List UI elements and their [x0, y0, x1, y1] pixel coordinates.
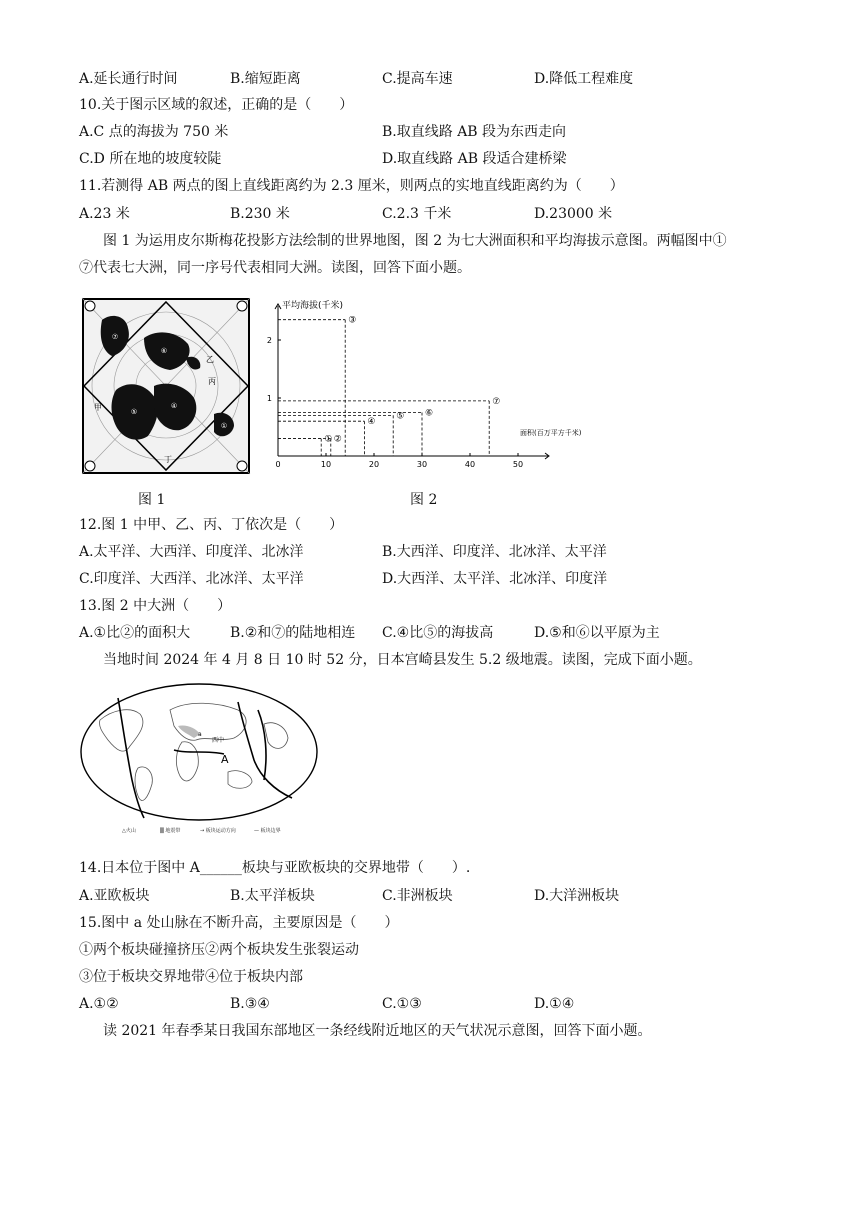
fig1-continent-mark: ⑦ — [111, 333, 119, 341]
q14-option-d: D.大洋洲板块 — [534, 888, 620, 904]
legend-quake-belt: ▒ 地震带 — [160, 828, 181, 834]
intro-fig-line2: ⑦代表七大洲，同一序号代表相同大洲。读图，回答下面小题。 — [79, 260, 471, 276]
x-tick-label: 30 — [416, 460, 428, 469]
q13-option-d: D.⑤和⑥以平原为主 — [534, 625, 660, 641]
y-tick-label: 1 — [266, 394, 272, 403]
q9-option-c: C.提高车速 — [382, 71, 453, 87]
point-label: ⑥ — [425, 408, 434, 419]
q11-option-c: C.2.3 千米 — [382, 206, 452, 222]
q13-option-b: B.②和⑦的陆地相连 — [230, 625, 356, 641]
q9-option-d: D.降低工程难度 — [534, 71, 634, 87]
q15-option-b: B.③④ — [230, 996, 270, 1012]
figure2-caption: 图 2 — [410, 492, 438, 508]
q11-option-d: D.23000 米 — [534, 206, 613, 222]
q10-option-a: A.C 点的海拔为 750 米 — [79, 124, 229, 140]
intro-quake: 当地时间 2024 年 4 月 8 日 10 时 52 分，日本宫崎县发生 5.2 级地震。读图，完成下面小题。 — [103, 652, 702, 668]
plate-label-a: A — [221, 753, 229, 766]
figure2-chart — [262, 296, 582, 476]
fig1-continent-mark: ⑥ — [160, 347, 168, 355]
q11-stem: 11.若测得 AB 两点的图上直线距离约为 2.3 厘米，则两点的实地直线距离约为（ ） — [79, 178, 624, 194]
q13-stem: 13.图 2 中大洲（ ） — [79, 598, 232, 614]
q9-option-a: A.延长通行时间 — [79, 71, 178, 87]
point-label: ⑤ — [396, 411, 405, 422]
chart-ylabel: 平均海拔(千米) — [282, 301, 344, 311]
fig1-continent-mark: ⑤ — [130, 408, 138, 416]
point-label: ② — [333, 434, 342, 445]
fig1-continent-mark: ① — [220, 422, 228, 430]
point-label: ④ — [367, 417, 376, 428]
q12-option-a: A.太平洋、大西洋、印度洋、北冰洋 — [79, 544, 304, 560]
plate-label-region: 西中 — [212, 737, 225, 744]
point-label: ⑦ — [492, 396, 501, 407]
fig1-label-bing: 丙 — [208, 377, 216, 386]
q12-option-b: B.大西洋、印度洋、北冰洋、太平洋 — [382, 544, 607, 560]
q15-option-a: A.①② — [79, 996, 119, 1012]
figure1-world-map — [82, 298, 250, 474]
q14-option-a: A.亚欧板块 — [79, 888, 150, 904]
q13-option-a: A.①比②的面积大 — [79, 625, 191, 641]
q11-option-a: A.23 米 — [79, 206, 130, 222]
q14-stem: 14.日本位于图中 A______板块与亚欧板块的交界地带（ ）. — [79, 860, 471, 876]
q15-option-d: D.①④ — [534, 996, 575, 1012]
point-label: ① — [324, 434, 333, 445]
legend-plate-boundary: — 板块边界 — [254, 828, 281, 834]
q11-option-b: B.230 米 — [230, 206, 290, 222]
q14-option-b: B.太平洋板块 — [230, 888, 315, 904]
x-tick-label: 50 — [512, 460, 524, 469]
q12-option-d: D.大西洋、太平洋、北冰洋、印度洋 — [382, 571, 608, 587]
x-tick-label: 10 — [320, 460, 332, 469]
q14-option-c: C.非洲板块 — [382, 888, 453, 904]
fig1-label-ding: 丁 — [164, 455, 172, 464]
fig1-label-yi: 乙 — [206, 355, 214, 364]
q10-option-d: D.取直线路 AB 段适合建桥梁 — [382, 151, 567, 167]
x-tick-label: 0 — [275, 460, 281, 469]
q15-line3: ③位于板块交界地带④位于板块内部 — [79, 969, 303, 985]
fig1-label-jia: 甲 — [94, 403, 102, 412]
point-label: ③ — [348, 315, 357, 326]
q12-stem: 12.图 1 中甲、乙、丙、丁依次是（ ） — [79, 517, 344, 533]
intro-weather: 读 2021 年春季某日我国东部地区一条经线附近地区的天气状况示意图，回答下面小题。 — [103, 1023, 652, 1039]
chart-xlabel: 面积(百万平方千米) — [520, 429, 582, 437]
x-tick-label: 40 — [464, 460, 476, 469]
plate-map — [78, 680, 320, 838]
q15-option-c: C.①③ — [382, 996, 422, 1012]
legend-volcano: △火山 — [122, 828, 136, 834]
q10-option-b: B.取直线路 AB 段为东西走向 — [382, 124, 567, 140]
q15-stem: 15.图中 a 处山脉在不断升高，主要原因是（ ） — [79, 915, 399, 931]
intro-fig-line1: 图 1 为运用皮尔斯梅花投影方法绘制的世界地图，图 2 为七大洲面积和平均海拔示意图。两幅图中① — [103, 233, 727, 249]
q13-option-c: C.④比⑤的海拔高 — [382, 625, 494, 641]
y-tick-label: 2 — [266, 336, 272, 345]
q15-line2: ①两个板块碰撞挤压②两个板块发生张裂运动 — [79, 942, 359, 958]
q12-option-c: C.印度洋、大西洋、北冰洋、太平洋 — [79, 571, 304, 587]
x-tick-label: 20 — [368, 460, 380, 469]
q9-option-b: B.缩短距离 — [230, 71, 301, 87]
plate-label-a-small: a — [198, 731, 202, 738]
fig1-continent-mark: ④ — [170, 402, 178, 410]
q10-option-c: C.D 所在地的坡度较陡 — [79, 151, 222, 167]
q10-stem: 10.关于图示区域的叙述，正确的是（ ） — [79, 97, 354, 113]
figure1-caption: 图 1 — [138, 492, 166, 508]
legend-plate-motion: → 板块运动方向 — [200, 828, 236, 834]
